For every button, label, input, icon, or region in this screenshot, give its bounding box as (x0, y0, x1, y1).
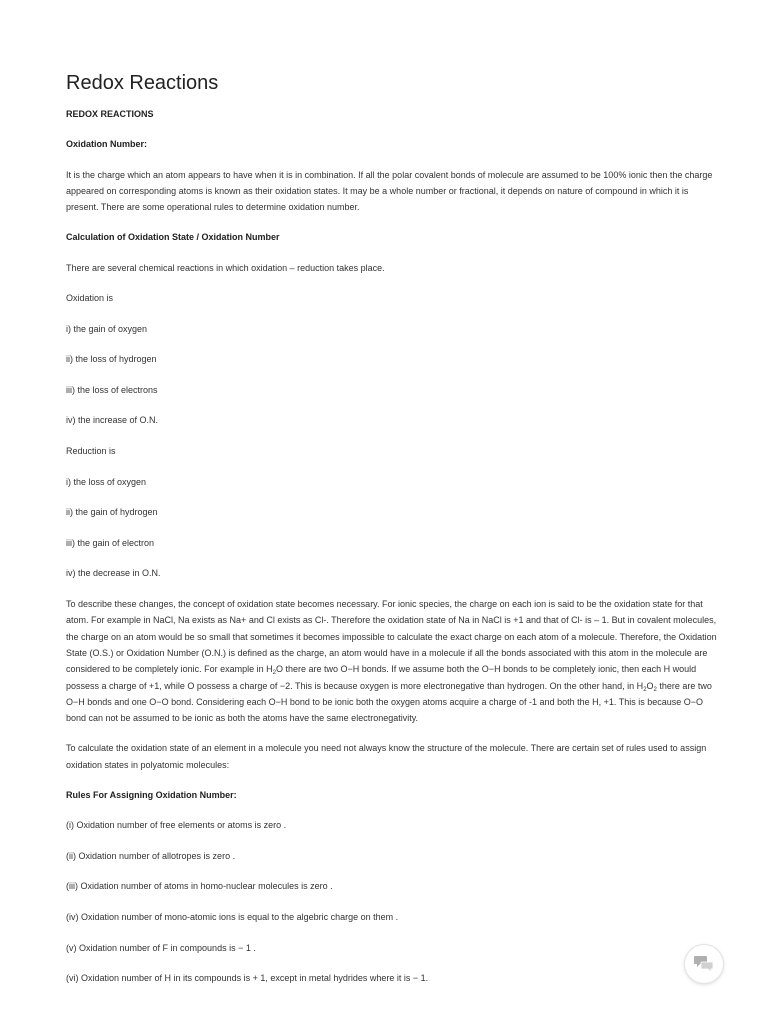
oxidation-number-definition: It is the charge which an atom appears to have when it is in combination. If all the polar covalent bonds of molecule are assumed to be 100% ionic then the charge appeared on corresponding atoms is known as their oxidation states. It may be a whole number or fractional, it depends on nature of compound in which it is present. There are some operational rules to determine oxidation number. (66, 169, 713, 213)
chat-button[interactable] (684, 944, 724, 984)
page-title: Redox Reactions (66, 72, 219, 94)
oxidation-item: ii) the loss of hydrogen (66, 354, 157, 365)
rule-item: (vi) Oxidation number of H in its compounds is + 1, except in metal hydrides where it is − 1. (66, 973, 429, 984)
paragraph-text: O (646, 680, 654, 691)
rule-item: (i) Oxidation number of free elements or atoms is zero . (66, 820, 287, 831)
subscript: 2 (653, 686, 657, 693)
rules-intro: To calculate the oxidation state of an element in a molecule you need not always know the structure of the molecule. There are certain set of rules used to assign oxidation states in polyatomic molecules: (66, 743, 707, 770)
oxidation-number-heading: Oxidation Number: (66, 139, 148, 150)
oxidation-label: Oxidation is (66, 293, 114, 304)
oxidation-state-paragraph (66, 596, 718, 726)
reduction-item: iii) the gain of electron (66, 537, 155, 548)
reduction-item: iv) the decrease in O.N. (66, 568, 161, 579)
subscript: 2 (272, 670, 276, 677)
rules-heading: Rules For Assigning Oxidation Number: (66, 789, 237, 800)
rule-item: (iii) Oxidation number of atoms in homo-nuclear molecules is zero . (66, 881, 333, 892)
article (66, 70, 718, 1001)
paragraph-text: O there are two O−H bonds. If we assume both the O−H bonds to be completely ionic, then each H would possess a charge of +1, while O possess a charge of −2. This is because oxygen is more electronegative than hydrogen. On the other hand, in H (66, 664, 697, 691)
reduction-label: Reduction is (66, 446, 116, 457)
paragraph-text: there are two O−H bonds and one O−O bond. Considering each O−H bond to be ionic both the oxygen atoms acquire a charge of -1 and both the H, +1. This is because O−O bond can not be assumed to be ionic as both the atoms have the same electronegativity. (66, 680, 712, 724)
rule-item: (v) Oxidation number of F in compounds is − 1 . (66, 942, 256, 953)
rule-item: (iv) Oxidation number of mono-atomic ions is equal to the algebric charge on them . (66, 912, 399, 923)
oxidation-item: iv) the increase of O.N. (66, 415, 159, 426)
reduction-item: i) the loss of oxygen (66, 476, 147, 487)
oxidation-item: i) the gain of oxygen (66, 323, 148, 334)
chat-bubbles-icon (694, 955, 714, 973)
paragraph-text: To describe these changes, the concept of oxidation state becomes necessary. For ionic species, the charge on each ion is said to be the oxidation state for that atom. For example in NaCl, Na exists as Na+ and Cl exists as Cl-. Therefore the oxidation state of Na in NaCl is +1 and that of Cl- is – 1. But in covalent molecules, the charge on an atom would be so small that sometimes it becomes impossible to calculate the exact charge on each atom of a molecule. Therefore, the Oxidation State (O.S.) or Oxidation Number (O.N.) is defined as the charge, an atom would have in a molecule if all the bonds associated with this atom in the molecule are considered to be completely ionic. For example in H (66, 599, 717, 675)
reduction-item: ii) the gain of hydrogen (66, 507, 158, 518)
calculation-intro: There are several chemical reactions in which oxidation – reduction takes place. (66, 262, 385, 273)
rule-item: (ii) Oxidation number of allotropes is zero . (66, 850, 236, 861)
section-heading: REDOX REACTIONS (66, 109, 154, 119)
oxidation-item: iii) the loss of electrons (66, 384, 158, 395)
subscript: 2 (643, 686, 647, 693)
calculation-heading: Calculation of Oxidation State / Oxidation Number (66, 232, 280, 243)
